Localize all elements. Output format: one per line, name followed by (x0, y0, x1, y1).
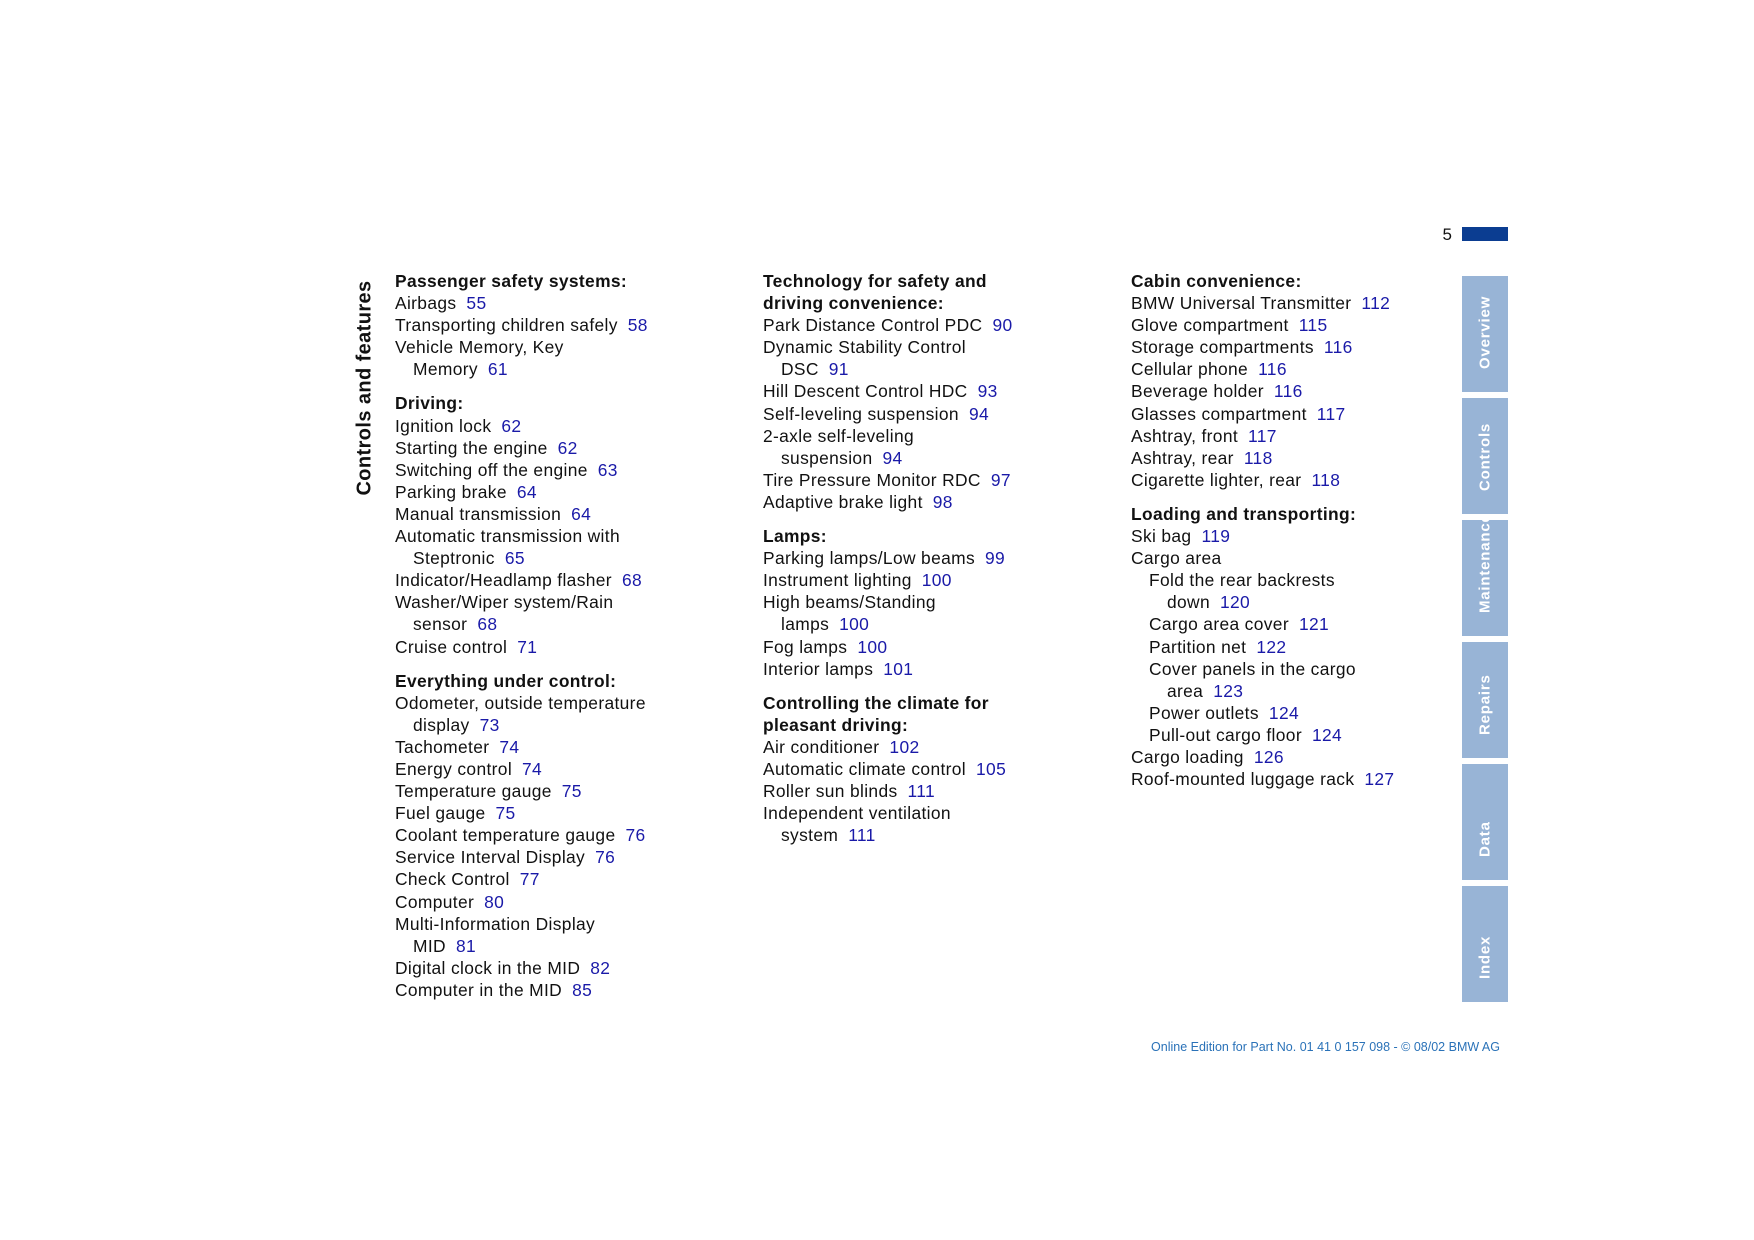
page-link[interactable]: 126 (1253, 746, 1284, 767)
toc-section-everything-under-control (395, 670, 725, 1001)
toc-entry-tachometer[interactable] (395, 736, 725, 758)
toc-section-technology-safety (763, 270, 1093, 513)
entry-text: Switching off the engine (395, 459, 588, 480)
toc-entry-odometer[interactable] (395, 692, 703, 736)
toc-entry-computer-in-mid[interactable] (395, 979, 725, 1001)
entry-text: Computer (395, 891, 475, 912)
page-link[interactable]: 55 (466, 293, 487, 314)
entry-text: Airbags (395, 293, 457, 314)
entry-text: Cellular phone (1131, 359, 1249, 380)
page-link[interactable]: 112 (1361, 293, 1391, 314)
page-link[interactable]: 117 (1316, 403, 1346, 424)
entry-text: Cargo area (1131, 548, 1222, 569)
section-heading: Cabin convenience: (1131, 271, 1302, 291)
toc-entry-partition-net[interactable] (1131, 636, 1461, 658)
section-heading: Lamps: (763, 526, 827, 547)
toc-section-driving (395, 392, 725, 657)
toc-entry-coolant-temperature-gauge[interactable] (395, 824, 725, 846)
toc-entry-cover-panels[interactable] (1131, 658, 1427, 702)
entry-text: Vehicle Memory, Key Memory (395, 337, 564, 380)
entry-text: Ashtray, rear (1131, 447, 1234, 468)
toc-entry-automatic-climate-control[interactable] (763, 758, 1093, 780)
section-heading: Driving: (395, 393, 464, 414)
page-link[interactable]: 75 (495, 803, 516, 824)
page-link[interactable]: 77 (519, 869, 540, 890)
toc-entry-fog-lamps[interactable] (763, 636, 1093, 658)
toc-entry-automatic-transmission[interactable] (395, 525, 678, 569)
toc-entry-beverage-holder[interactable] (1131, 380, 1461, 402)
entry-text: Coolant temperature gauge (395, 825, 616, 846)
tab-label: Overview (1476, 295, 1494, 369)
entry-text: Energy control (395, 758, 513, 779)
section-heading: Technology for safety and driving convenience: (763, 271, 987, 314)
page-link[interactable]: 58 (627, 315, 648, 336)
entry-text: Partition net (1149, 636, 1247, 657)
toc-entry-digital-clock[interactable] (395, 957, 725, 979)
toc-entry-indicator-headlamp-flasher[interactable] (395, 569, 725, 591)
page-link[interactable]: 74 (522, 758, 543, 779)
page-link[interactable]: 111 (848, 825, 876, 846)
page-link[interactable]: 71 (517, 636, 538, 657)
toc-entry-park-distance-control[interactable] (763, 314, 1093, 336)
section-heading: Controlling the climate for pleasant driving: (763, 692, 989, 735)
toc-entry-roof-mounted-luggage-rack[interactable] (1131, 768, 1461, 790)
page-link[interactable]: 64 (571, 503, 592, 524)
entry-text: Cigarette lighter, rear (1131, 469, 1302, 490)
toc-entry-check-control[interactable] (395, 868, 725, 890)
page-link[interactable]: 68 (621, 570, 642, 591)
page-link[interactable]: 102 (889, 736, 920, 757)
page-link[interactable]: 64 (516, 481, 537, 502)
entry-text: Automatic climate control (763, 758, 967, 779)
page-link[interactable]: 117 (1248, 425, 1277, 446)
section-heading: Loading and transporting: (1131, 503, 1357, 524)
entry-text: Odometer, outside temperature display (395, 692, 646, 735)
page-link[interactable]: 121 (1298, 614, 1330, 635)
page-link[interactable]: 123 (1213, 680, 1244, 701)
toc-entry-glove-compartment[interactable] (1131, 314, 1461, 336)
toc-entry-hill-descent-control[interactable] (763, 380, 1093, 402)
toc-entry-ashtray-front[interactable] (1131, 425, 1461, 447)
entry-text: Parking lamps/Low beams (763, 548, 975, 569)
toc-entry-energy-control[interactable] (395, 758, 725, 780)
entry-text: Service Interval Display (395, 847, 586, 868)
entry-text: Automatic transmission with Steptronic (395, 526, 620, 569)
entry-text: Manual transmission (395, 503, 562, 524)
page-link[interactable]: 99 (985, 548, 1006, 569)
entry-text: Computer in the MID (395, 979, 563, 1000)
entry-text: Fold the rear backrests down (1149, 570, 1335, 613)
entry-text: Ski bag (1131, 526, 1192, 547)
page-link[interactable]: 94 (968, 403, 989, 424)
toc-entry-service-interval-display[interactable] (395, 846, 725, 868)
toc-section-lamps (763, 525, 1093, 680)
toc-entry-fold-rear-backrests[interactable] (1131, 569, 1397, 613)
page-link[interactable]: 98 (932, 491, 953, 512)
page-link[interactable]: 119 (1201, 526, 1231, 547)
tab-index[interactable] (1462, 886, 1508, 1002)
toc-entry-air-conditioner[interactable] (763, 736, 1093, 758)
toc-entry-independent-ventilation[interactable] (763, 802, 1006, 846)
page-link[interactable]: 122 (1256, 636, 1287, 657)
page-link[interactable]: 74 (499, 736, 520, 757)
toc-entry-airbags[interactable] (395, 292, 725, 314)
entry-text: Check Control (395, 869, 510, 890)
chapter-side-title (350, 275, 380, 500)
toc-entry-cargo-area (1131, 547, 1461, 569)
page-link[interactable]: 61 (487, 359, 508, 380)
toc-section-cabin-convenience (1131, 270, 1461, 491)
toc-entry-cruise-control[interactable] (395, 636, 725, 658)
toc-entry-adaptive-brake-light[interactable] (763, 491, 1093, 513)
page-link[interactable]: 82 (590, 957, 611, 978)
toc-entry-cargo-loading[interactable] (1131, 746, 1461, 768)
toc-column-2 (763, 270, 1093, 858)
tab-data[interactable] (1462, 764, 1508, 880)
entry-text: Parking brake (395, 481, 507, 502)
toc-entry-power-outlets[interactable] (1131, 702, 1461, 724)
toc-entry-parking-brake[interactable] (395, 481, 725, 503)
page-link[interactable]: 115 (1298, 315, 1328, 336)
toc-entry-multi-information-display[interactable] (395, 913, 658, 957)
page-link[interactable]: 105 (976, 758, 1007, 779)
page-link[interactable]: 80 (484, 891, 505, 912)
section-heading: Passenger safety systems: (395, 271, 628, 291)
page-link[interactable]: 62 (501, 415, 522, 436)
page-link[interactable]: 81 (455, 935, 476, 956)
toc-entry-storage-compartments[interactable] (1131, 336, 1461, 358)
page-link[interactable]: 116 (1273, 381, 1303, 402)
entry-text: BMW Universal Transmitter (1131, 293, 1352, 314)
entry-text: 2-axle self-leveling suspension (763, 425, 915, 468)
toc-entry-glasses-compartment[interactable] (1131, 403, 1461, 425)
entry-text: Cover panels in the cargo area (1149, 658, 1356, 701)
toc-entry-interior-lamps[interactable] (763, 658, 1093, 680)
toc-entry-pull-out-cargo-floor[interactable] (1131, 724, 1461, 746)
entry-text: Digital clock in the MID (395, 957, 581, 978)
toc-entry-tire-pressure-monitor[interactable] (763, 469, 1093, 491)
entry-text: Glove compartment (1131, 315, 1289, 336)
page-link[interactable]: 97 (990, 469, 1011, 490)
entry-text: Multi-Information Display MID (395, 913, 596, 956)
entry-text: Beverage holder (1131, 381, 1264, 402)
entry-text: Fuel gauge (395, 803, 486, 824)
toc-entry-manual-transmission[interactable] (395, 503, 725, 525)
page-link[interactable]: 63 (597, 459, 618, 480)
section-heading: Everything under control: (395, 670, 617, 691)
chapter-tabs (1462, 276, 1508, 1002)
entry-text: Roller sun blinds (763, 781, 898, 802)
page-link[interactable]: 101 (883, 658, 914, 679)
page-link[interactable]: 124 (1268, 702, 1299, 723)
page-link[interactable]: 127 (1364, 769, 1395, 790)
page-link[interactable]: 118 (1311, 469, 1341, 490)
page-number: 5 (1442, 225, 1452, 244)
toc-entry-parking-lamps[interactable] (763, 547, 1093, 569)
entry-text: Washer/Wiper system/Rain sensor (395, 592, 614, 635)
page-link[interactable]: 116 (1323, 337, 1353, 358)
entry-text: Power outlets (1149, 702, 1259, 723)
entry-text: Air conditioner (763, 736, 880, 757)
toc-entry-ski-bag[interactable] (1131, 525, 1461, 547)
page-link[interactable]: 65 (504, 548, 525, 569)
toc-entry-cargo-area-cover[interactable] (1131, 613, 1461, 635)
toc-entry-instrument-lighting[interactable] (763, 569, 1093, 591)
tab-maintenance[interactable] (1462, 513, 1508, 636)
toc-entry-dynamic-stability-control[interactable] (763, 336, 1021, 380)
toc-entry-ashtray-rear[interactable] (1131, 447, 1461, 469)
tab-overview[interactable] (1462, 276, 1508, 392)
entry-text: Cruise control (395, 636, 508, 657)
entry-text: Storage compartments (1131, 337, 1314, 358)
page-link[interactable]: 111 (907, 781, 935, 802)
toc-entry-fuel-gauge[interactable] (395, 802, 725, 824)
footer-edition-note: Online Edition for Part No. 01 41 0 157 098 - © 08/02 BMW AG (1151, 1040, 1500, 1054)
toc-entry-starting-engine[interactable] (395, 437, 725, 459)
tab-label: Index (1476, 935, 1494, 979)
entry-text: Ignition lock (395, 415, 492, 436)
toc-entry-roller-sun-blinds[interactable] (763, 780, 1093, 802)
page-link[interactable]: 91 (828, 359, 849, 380)
entry-text: High beams/Standing lamps (763, 592, 936, 635)
toc-column-1 (395, 270, 725, 1013)
toc-section-loading-transporting (1131, 503, 1461, 790)
entry-text: Interior lamps (763, 658, 874, 679)
entry-text: Dynamic Stability Control DSC (763, 337, 967, 380)
entry-text: Starting the engine (395, 437, 548, 458)
page-link[interactable]: 100 (839, 614, 870, 635)
page-marker-bar (1462, 227, 1508, 241)
toc-entry-washer-wiper[interactable] (395, 591, 673, 635)
tab-label: Controls (1476, 422, 1494, 491)
tab-label: Repairs (1476, 674, 1494, 735)
page-link[interactable]: 68 (477, 614, 498, 635)
entry-text: Instrument lighting (763, 570, 912, 591)
page-link[interactable]: 100 (921, 570, 952, 591)
entry-text: Ashtray, front (1131, 425, 1239, 446)
entry-text: Roof-mounted luggage rack (1131, 769, 1355, 790)
entry-text: Transporting children safely (395, 315, 618, 336)
entry-text: Independent ventilation system (763, 803, 951, 846)
toc-entry-cellular-phone[interactable] (1131, 358, 1461, 380)
page-link[interactable]: 75 (561, 781, 582, 802)
page-link[interactable]: 76 (625, 825, 646, 846)
toc-entry-self-leveling-suspension[interactable] (763, 403, 1093, 425)
page-link[interactable]: 85 (572, 979, 593, 1000)
tab-controls[interactable] (1462, 398, 1508, 514)
toc-section-passenger-safety (395, 270, 725, 380)
page-link[interactable]: 73 (479, 714, 500, 735)
tab-repairs[interactable] (1462, 642, 1508, 758)
page-link[interactable]: 90 (992, 315, 1013, 336)
toc-entry-universal-transmitter[interactable] (1131, 292, 1461, 314)
entry-text: Glasses compartment (1131, 403, 1307, 424)
entry-text: Park Distance Control PDC (763, 315, 983, 336)
entry-text: Hill Descent Control HDC (763, 381, 968, 402)
entry-text: Temperature gauge (395, 781, 552, 802)
page-link[interactable]: 118 (1243, 447, 1273, 468)
entry-text: Tire Pressure Monitor RDC (763, 469, 981, 490)
toc-entry-transporting-children[interactable] (395, 314, 725, 336)
page-link[interactable]: 93 (977, 381, 998, 402)
entry-text: Indicator/Headlamp flasher (395, 570, 612, 591)
entry-text: Cargo area cover (1149, 614, 1289, 635)
chapter-side-title-text: Controls and features (353, 279, 376, 496)
toc-entry-switching-off-engine[interactable] (395, 459, 725, 481)
tab-label: Data (1476, 821, 1494, 857)
tab-label: Maintenance (1476, 513, 1494, 613)
page-link[interactable]: 76 (595, 847, 616, 868)
toc-entry-2-axle-self-leveling[interactable] (763, 425, 971, 469)
entry-text: Pull-out cargo floor (1149, 724, 1302, 745)
toc-entry-high-beams[interactable] (763, 591, 986, 635)
toc-entry-computer[interactable] (395, 891, 725, 913)
entry-text: Tachometer (395, 736, 490, 757)
entry-text: Cargo loading (1131, 746, 1244, 767)
page-link[interactable]: 124 (1311, 724, 1343, 745)
page-link[interactable]: 100 (857, 636, 888, 657)
page-link[interactable]: 120 (1219, 592, 1251, 613)
toc-entry-vehicle-memory[interactable] (395, 336, 603, 380)
page-link[interactable]: 94 (882, 447, 903, 468)
toc-column-3 (1131, 270, 1461, 802)
entry-text: Self-leveling suspension (763, 403, 959, 424)
toc-entry-ignition-lock[interactable] (395, 415, 725, 437)
toc-section-climate (763, 692, 1093, 847)
toc-entry-temperature-gauge[interactable] (395, 780, 725, 802)
entry-text: Adaptive brake light (763, 491, 923, 512)
page-link[interactable]: 62 (557, 437, 578, 458)
entry-text: Fog lamps (763, 636, 848, 657)
toc-entry-cigarette-lighter[interactable] (1131, 469, 1461, 491)
page-link[interactable]: 116 (1258, 359, 1287, 380)
